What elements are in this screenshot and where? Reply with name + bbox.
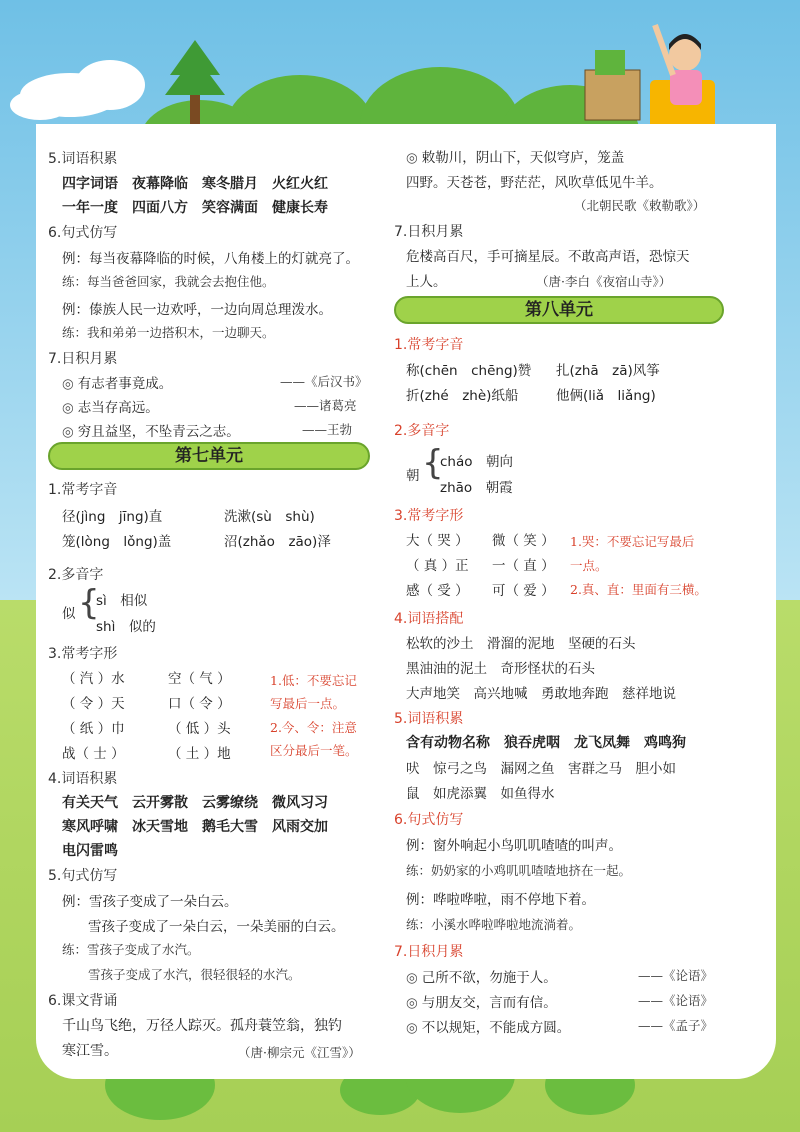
section-title: 4.词语搭配 — [394, 611, 464, 627]
section-title: 5.词语积累 — [48, 151, 118, 167]
text-line: 电闪雷鸣 — [62, 843, 118, 859]
quote-source: ——《孟子》 — [638, 1018, 714, 1033]
tip-note: 1.哭：不要忘记写最后 — [570, 534, 695, 549]
quote-line: ◎ 不以规矩，不能成方圆。 — [406, 1020, 571, 1036]
section-title: 1.常考字音 — [48, 482, 118, 498]
polyphone-char: 朝 — [406, 468, 420, 484]
polyphone-reading: zhāo 朝霞 — [440, 480, 513, 496]
unit-banner: 第八单元 — [394, 296, 724, 324]
example-line: 例：哗啦哗啦，雨不停地下着。 — [406, 892, 595, 908]
quote-line: ◎ 志当存高远。 — [62, 400, 159, 416]
tip-note: 1.低：不要忘记 — [270, 673, 357, 688]
section-title: 5.句式仿写 — [48, 868, 118, 884]
practice-line: 雪孩子变成了水汽，很轻很轻的水汽。 — [88, 967, 301, 982]
text-line: 含有动物名称 狼吞虎咽 龙飞凤舞 鸡鸣狗 — [406, 735, 686, 751]
example-line: 例：每当夜幕降临的时候，八角楼上的灯就亮了。 — [62, 251, 359, 267]
quote-source: ——诸葛亮 — [294, 398, 357, 413]
bullet-icon: ◎ — [62, 424, 74, 440]
text-line: 大声地笑 高兴地喊 勇敢地奔跑 慈祥地说 — [406, 686, 676, 702]
pinyin-item: 径(jìng jīng)直 — [62, 509, 163, 525]
practice-line: 练：我和弟弟一边搭积木，一边聊天。 — [62, 325, 275, 340]
glyph-item: 微（ 笑 ） — [492, 533, 555, 549]
example-line: 例：傣族人民一边欢呼，一边向周总理泼水。 — [62, 302, 332, 318]
quote-line: ◎ 有志者事竟成。 — [62, 376, 173, 392]
quote-source: ——《论语》 — [638, 968, 714, 983]
practice-line: 练：小溪水哗啦哗啦地流淌着。 — [406, 917, 582, 932]
section-title: 2.多音字 — [394, 423, 450, 439]
text-line: 四字词语 夜幕降临 寒冬腊月 火红火红 — [62, 176, 328, 192]
poem-source: （唐·柳宗元《江雪》） — [238, 1045, 361, 1060]
practice-line: 练：奶奶家的小鸡叽叽喳喳地挤在一起。 — [406, 863, 632, 878]
section-title: 7.日积月累 — [48, 351, 118, 367]
section-title: 6.句式仿写 — [48, 225, 118, 241]
poem-source: （北朝民歌《敕勒歌》） — [574, 198, 706, 213]
poem-line: 上人。 — [406, 274, 447, 290]
pinyin-item: 称(chēn chēng)赞 — [406, 363, 532, 379]
text-line: 寒风呼啸 冰天雪地 鹅毛大雪 风雨交加 — [62, 819, 328, 835]
quote-source: ——王勃 — [302, 422, 353, 437]
example-line: 雪孩子变成了一朵白云，一朵美丽的白云。 — [88, 919, 345, 935]
pinyin-item: 他俩(liǎ liǎng) — [556, 388, 656, 404]
bullet-icon: ◎ — [62, 376, 74, 392]
tip-note: 2.今、令：注意 — [270, 720, 357, 735]
tip-note: 2.真、直：里面有三横。 — [570, 582, 707, 597]
text-line: 一年一度 四面八方 笑容满面 健康长寿 — [62, 200, 328, 216]
section-title: 3.常考字形 — [394, 508, 464, 524]
practice-line: 练：雪孩子变成了水汽。 — [62, 942, 200, 957]
glyph-item: 战（ 士 ） — [62, 746, 125, 762]
quote-line: ◎ 与朋友交，言而有信。 — [406, 995, 557, 1011]
practice-line: 练：每当爸爸回家，我就会去抱住他。 — [62, 274, 275, 289]
poem-line: 四野。天苍苍，野茫茫，风吹草低见牛羊。 — [406, 175, 663, 191]
unit-banner: 第七单元 — [48, 442, 370, 470]
section-title: 1.常考字音 — [394, 337, 464, 353]
glyph-item: （ 汽 ）水 — [62, 671, 125, 687]
bullet-icon: ◎ — [406, 150, 418, 166]
glyph-item: 大（ 哭 ） — [406, 533, 469, 549]
example-line: 例：雪孩子变成了一朵白云。 — [62, 894, 238, 910]
polyphone-reading: shì 似的 — [96, 619, 156, 635]
polyphone-reading: sì 相似 — [96, 593, 148, 609]
section-title: 6.句式仿写 — [394, 812, 464, 828]
glyph-item: （ 真 ）正 — [406, 558, 469, 574]
bullet-icon: ◎ — [62, 400, 74, 416]
example-line: 例：窗外响起小鸟叽叽喳喳的叫声。 — [406, 838, 622, 854]
bullet-icon: ◎ — [406, 970, 418, 986]
brace-icon: { — [422, 443, 444, 483]
bullet-icon: ◎ — [406, 1020, 418, 1036]
glyph-item: 口（ 令 ） — [168, 696, 231, 712]
poem-line: 危楼高百尺，手可摘星辰。不敢高声语，恐惊天 — [406, 249, 690, 265]
pinyin-item: 沼(zhǎo zāo)泽 — [224, 534, 331, 550]
tip-note: 一点。 — [570, 558, 608, 573]
glyph-item: （ 低 ）头 — [168, 721, 231, 737]
text-line: 吠 惊弓之鸟 漏网之鱼 害群之马 胆小如 — [406, 761, 676, 777]
section-title: 6.课文背诵 — [48, 993, 118, 1009]
quote-line: ◎ 穷且益坚，不坠青云之志。 — [62, 424, 240, 440]
quote-source: ——《论语》 — [638, 993, 714, 1008]
tip-note: 写最后一点。 — [270, 696, 346, 711]
glyph-item: （ 土 ）地 — [168, 746, 231, 762]
glyph-item: 可（ 爱 ） — [492, 583, 555, 599]
pinyin-item: 折(zhé zhè)纸船 — [406, 388, 519, 404]
text-line: 松软的沙土 滑溜的泥地 坚硬的石头 — [406, 636, 636, 652]
poem-line: 千山鸟飞绝，万径人踪灭。孤舟蓑笠翁，独钓 — [62, 1018, 342, 1034]
bullet-icon: ◎ — [406, 995, 418, 1011]
poem-source: （唐·李白《夜宿山寺》） — [536, 274, 672, 289]
pinyin-item: 洗漱(sù shù) — [224, 509, 315, 525]
glyph-item: （ 令 ）天 — [62, 696, 125, 712]
brace-icon: { — [78, 583, 100, 623]
glyph-item: （ 纸 ）巾 — [62, 721, 125, 737]
basket-icon — [585, 50, 640, 120]
section-title: 2.多音字 — [48, 567, 104, 583]
poem-line: ◎ 敕勒川，阴山下，天似穹庐，笼盖 — [406, 150, 625, 166]
content-card — [36, 124, 776, 1079]
polyphone-reading: cháo 朝向 — [440, 454, 514, 470]
quote-source: ——《后汉书》 — [280, 374, 368, 389]
text-line: 鼠 如虎添翼 如鱼得水 — [406, 786, 555, 802]
section-title: 3.常考字形 — [48, 646, 118, 662]
text-line: 黑油油的泥土 奇形怪状的石头 — [406, 661, 595, 677]
section-title: 4.词语积累 — [48, 771, 118, 787]
section-title: 7.日积月累 — [394, 224, 464, 240]
tip-note: 区分最后一笔。 — [270, 743, 358, 758]
cloud-icon — [10, 60, 145, 120]
girl-on-chair-icon — [650, 25, 715, 140]
pinyin-item: 扎(zhā zā)风筝 — [556, 363, 660, 379]
quote-line: ◎ 己所不欲，勿施于人。 — [406, 970, 557, 986]
text-line: 有关天气 云开雾散 云雾缭绕 微风习习 — [62, 795, 328, 811]
section-title: 7.日积月累 — [394, 944, 464, 960]
glyph-item: 一（ 直 ） — [492, 558, 555, 574]
polyphone-char: 似 — [62, 606, 76, 622]
glyph-item: 空（ 气 ） — [168, 671, 231, 687]
section-title: 5.词语积累 — [394, 711, 464, 727]
pinyin-item: 笼(lòng lǒng)盖 — [62, 534, 172, 550]
glyph-item: 感（ 受 ） — [406, 583, 469, 599]
poem-line: 寒江雪。 — [62, 1043, 118, 1059]
